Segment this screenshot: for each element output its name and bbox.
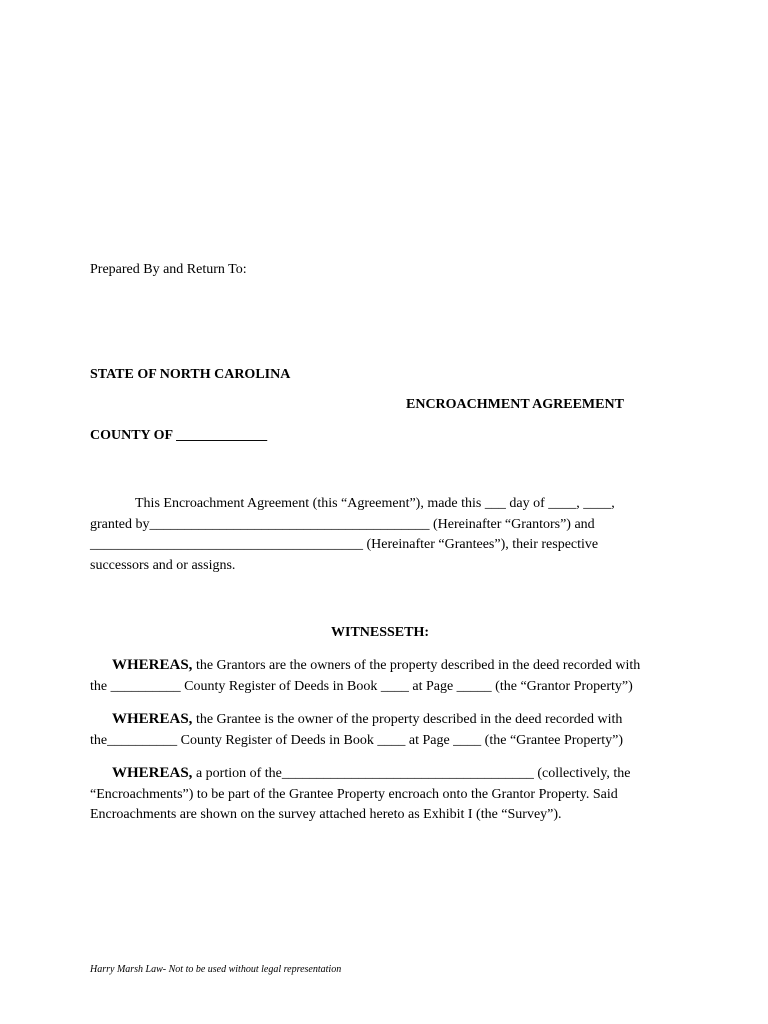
witnesseth-heading: WITNESSETH:	[331, 625, 430, 640]
whereas-lead: WHEREAS,	[112, 711, 193, 727]
whereas-text: “Encroachments”) to be part of the Grantee Property encroach onto the Grantor Property. Said	[90, 786, 618, 802]
prepared-by-label: Prepared By and Return To:	[90, 262, 247, 277]
whereas-text: a portion of the____________________________________ (collectively, the	[192, 766, 631, 781]
whereas-text: the Grantors are the owners of the property described in the deed recorded with	[192, 658, 641, 673]
whereas-lead: WHEREAS,	[112, 765, 193, 781]
footer-disclaimer: Harry Marsh Law- Not to be used without legal representation	[90, 964, 342, 975]
county-heading: COUNTY OF _____________	[90, 428, 268, 443]
document-title: ENCROACHMENT AGREEMENT	[406, 397, 624, 412]
intro-line-1: This Encroachment Agreement (this “Agreement”), made this ___ day of ____, ____,	[135, 496, 615, 511]
intro-paragraph	[90, 494, 677, 576]
whereas-text: the__________ County Register of Deeds in Book ____ at Page ____ (the “Grantee Property”)	[90, 732, 624, 748]
whereas-paragraph-2	[90, 709, 677, 751]
whereas-lead: WHEREAS,	[112, 657, 193, 673]
whereas-text: Encroachments are shown on the survey attached hereto as Exhibit I (the “Survey”).	[90, 807, 562, 822]
whereas-text: the Grantee is the owner of the property described in the deed recorded with	[192, 712, 623, 727]
whereas-paragraph-1	[90, 655, 677, 697]
whereas-text: the __________ County Register of Deeds in Book ____ at Page _____ (the “Grantor Property”)	[90, 678, 633, 694]
whereas-paragraph-3	[90, 763, 677, 826]
intro-line-3: _______________________________________ (Hereinafter “Grantees”), their respective	[90, 537, 599, 552]
intro-line-2: granted by________________________________________ (Hereinafter “Grantors”) and	[90, 516, 595, 532]
state-heading: STATE OF NORTH CAROLINA	[90, 367, 291, 382]
intro-line-4: successors and or assigns.	[90, 557, 236, 573]
